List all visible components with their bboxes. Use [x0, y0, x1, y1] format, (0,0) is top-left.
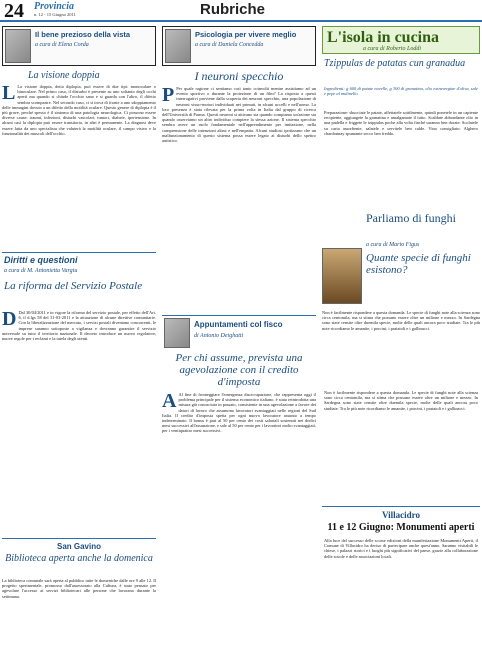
article-text: Per quale ragione ci sentiamo così tanto coinvolti mentre assistiamo ad un evento sportivo o durante la proiezione di un film? La risposta a questi interrogativi proviene dalla scoperta dei neuroni specchio, una popolazione di neuroni visuo-motori individuati nei primati, in alcuni uccelli e nell'uomo. La loro presenza è stata rilevata per la prima volta in Italia dal gruppo di ricerca dell'Università di Parma. Questi neuroni si attivano sia quando compiamo un'azione sia quando osserviamo un altro individuo compiere la stessa azione. Il sistema specchio sembra avere un ruolo fondamentale nell'apprendimento per imitazione, nella comprensione delle intenzioni altrui e nell'empatia. Alcuni studiosi ipotizzano che un malfunzionamento di questo sistema possa essere legato ai disturbi dello spettro autistico. — [162, 86, 316, 144]
article-title: Biblioteca aperta anche la domenica — [5, 553, 153, 564]
rubric-byline: a cura di M. Antonietta Vargiu — [4, 268, 78, 274]
article-body: La biblioteca comunale sarà aperta al pubblico tutte le domeniche dalle ore 9 alle 12. Il progetto sperimentale, promosso dall'assessorato alla Cultura, è stato pensato per agevolare l'accesso ai servizi bibliotecari alle persone che lavorano durante la settimana. — [2, 578, 156, 599]
article-title: La riforma del Servizio Postale — [4, 280, 143, 292]
article-body: A Al fine di fronteggiare l'emergenza disoccupazione, che rappresenta oggi il problema principale per il sistema economico italiano, è stata reintrodotta una misura già conosciuta in passato, consistente in una agevolazione a favore dei datori di lavoro che assumono lavoratori svantaggiati nelle regioni del Sud Italia. Il credito d'imposta spetta per ogni nuovo lavoratore assunto a tempo indeterminato. Il bonus è pari al 50 per cento dei costi salariali sostenuti nei dodici mesi successivi all'assunzione, e sale al 50 per cento per i lavoratori molto svantaggiati, per i ventiquattro mesi successivi. — [162, 392, 316, 434]
divider — [2, 538, 156, 539]
author-photo — [165, 29, 191, 63]
article-title: La visione doppia — [28, 70, 100, 81]
divider — [322, 506, 480, 507]
article-continuation — [324, 390, 478, 500]
page-number: 24 — [4, 0, 24, 22]
article-text: Dal 30/04/2011 e in vigore la riforma del servizio postale, per effetto dell'Art. 6, il d.lgs 58 del 31-03-2011 e la attuazione di alcune direttive comunitarie. Con la liberalizzazione del mercato, i servizi postali diventano concorrenti, le imprese saranno sottoposte a vigilanza e dovranno garantire il servizio universale su tutto il territorio nazionale. Il decreto introduce un nuovo regolatore, nuove regole per i reclami e la tutela degli utenti. — [2, 310, 156, 342]
rubric-kicker: L'isola in cucina — [327, 29, 440, 46]
divider — [162, 315, 316, 316]
rubric-kicker: Appuntamenti col fisco — [194, 320, 283, 329]
recipe-body: Preparazione: sbucciate le patate, affettatele sottilmente, quindi ponetele in un capiente recipiente, aggiungete la granatina e amalgamate il tutto. Scaldate abbondante olio in una padella e friggete le tzippulas poche alla volta finché saranno ben dorate. Scolatele su carta assorbente, salatele e servitele ben calde. Vino consigliato: Alghero chardonnay spumante secco ben freddo. — [324, 110, 478, 136]
article-title: Per chi assume, prevista una agevolazione con il credito d'imposta — [175, 352, 303, 388]
article-body: Alla luce del successo delle scorse edizioni della manifestazione Monumenti Aperti, il Comune di Villacidro ha deciso di partecipare anche quest'anno. Saranno visitabili le chiese, i palazzi storici e i luoghi più significativi del paese, grazie alla collaborazione delle scuole e delle associazioni locali. — [324, 538, 478, 559]
box-byline: a cura di Mario Figus — [366, 242, 420, 248]
article-title: 11 e 12 Giugno: Monumenti aperti — [327, 522, 475, 533]
divider — [2, 252, 156, 253]
cucina-header-box — [322, 26, 480, 54]
rubric-kicker: Psicologia per vivere meglio — [195, 30, 297, 39]
rubric-byline: a cura di Daniela Concedda — [195, 42, 264, 48]
rubric-kicker: Diritti e questioni — [4, 255, 78, 265]
rubric-byline: a cura di Roberto Loddi — [363, 46, 421, 52]
recipe-title: Tzippulas de patatas cun granadua — [324, 58, 466, 69]
author-photo — [164, 318, 190, 348]
box-question: Quante specie di funghi esistono? — [366, 252, 471, 276]
section-title: Rubriche — [200, 1, 266, 18]
rubric-byline: di Antonio Deighatti — [194, 333, 244, 339]
article-title: I neuroni specchio — [194, 69, 284, 83]
psicologia-header-box — [162, 26, 316, 66]
vista-header-box — [2, 26, 156, 66]
article-kicker: San Gavino — [56, 542, 101, 551]
article-body: P Per quale ragione ci sentiamo così tanto coinvolti mentre assistiamo ad un evento sportivo o durante la proiezione di un film? La risposta a questi interrogativi proviene dalla scoperta dei neuroni specchio, una popolazione di neuroni visuo-motori individuati nei primati, in alcuni uccelli e nell'uomo. La loro presenza è stata rilevata per la prima volta in Italia dal gruppo di ricerca dell'Università di Parma. Questi neuroni si attivano sia quando compiamo un'azione sia quando osserviamo un altro individuo compiere la stessa azione. Il sistema specchio sembra avere un ruolo fondamentale nell'apprendimento per imitazione, nella comprensione delle intenzioni altrui e nell'empatia. Alcuni studiosi ipotizzano che un malfunzionamento di questo sistema possa essere legato ai disturbi dello spettro autistico. — [162, 86, 316, 144]
rubric-byline: a cura di Elena Corda — [35, 42, 89, 48]
funghi-box — [322, 210, 480, 386]
article-text: La visione doppia, detta diplopia, può essere di due tipi: monoculare o binoculare. Nel primo caso, il disturbo è presente su uno soltanto degli occhi aperti ma quando si chiude l'occhio sano e si guarda con l'altro, il difetto sembra scomparire. Nel secondo caso, ci si trova di fronte a uno sdoppiamento delle immagini dovuto a un difetto della motilità oculare. Questo genere di diplopia è il più grave, perché spesso è il sintomo di una patologia neurologica. Ci possono essere diverse cause: traumi, infezioni, disturbi vascolari, tumori, diabete, ipertensione. In alcuni casi la diplopia può essere transitoria, in altri è permanente. La diagnosi deve essere fatta da uno specialista che valuterà la motilità oculare, il campo visivo e la funzionalità dei muscoli dell'occhio. — [2, 84, 156, 136]
article-text: Non è facilmente rispondere a questa domanda. Le specie di funghi note alla scienza sono circa centomila, ma si stima che possano essere oltre un milione e mezzo. In Sardegna sono state censite oltre duemila specie, molte delle quali ancora poco studiate. Tra le più note ricordiamo le amanite, i porcini, i prataioli e i gallinacci. — [324, 390, 478, 411]
box-body: Non è facilmente rispondere a questa domanda. Le specie di funghi note alla scienza sono circa centomila, ma si stima che possano essere oltre un milione e mezzo. In Sardegna sono state censite oltre duemila specie, molte delle quali ancora poco studiate. Tra le più note ricordiamo le amanite, i porcini, i prataioli e i gallinacci. — [322, 310, 480, 331]
article-kicker: Villacidro — [382, 510, 420, 520]
article-text: Al fine di fronteggiare l'emergenza disoccupazione, che rappresenta oggi il problema principale per il sistema economico italiano, è stata reintrodotta una misura già conosciuta in passato, consistente in una agevolazione a favore dei datori di lavoro che assumono lavoratori svantaggiati nelle regioni del Sud Italia. Il credito d'imposta spetta per ogni nuovo lavoratore assunto a tempo indeterminato. Il bonus è pari al 50 per cento dei costi salariali sostenuti nei dodici mesi successivi all'assunzione, e sale al 50 per cento per i lavoratori molto svantaggiati, per i ventiquattro mesi successivi. — [162, 392, 316, 434]
article-body: D Dal 30/04/2011 e in vigore la riforma del servizio postale, per effetto dell'Art. 6, il d.lgs 58 del 31-03-2011 e la attuazione di alcune direttive comunitarie. Con la liberalizzazione del mercato, i servizi postali diventano concorrenti, le imprese saranno sottoposte a vigilanza e dovranno garantire il servizio universale su tutto il territorio nazionale. Il decreto introduce un nuovo regolatore, nuove regole per i reclami e la tutela degli utenti. — [2, 310, 156, 342]
article-body: L La visione doppia, detta diplopia, può essere di due tipi: monoculare o binoculare. Nel primo caso, il disturbo è presente su uno soltanto degli occhi aperti ma quando si chiude l'occhio sano e si guarda con l'altro, il difetto sembra scomparire. Nel secondo caso, ci si trova di fronte a uno sdoppiamento delle immagini dovuto a un difetto della motilità oculare. Questo genere di diplopia è il più grave, perché spesso è il sintomo di una patologia neurologica. Ci possono essere diverse cause: traumi, infezioni, disturbi vascolari, tumori, diabete, ipertensione. In alcuni casi la diplopia può essere transitoria, in altri è permanente. La diagnosi deve essere fatta da uno specialista che valuterà la motilità oculare, il campo visivo e la funzionalità dei muscoli dell'occhio. — [2, 84, 156, 136]
author-photo — [5, 29, 31, 63]
issue-dateline: n. 12 - 15 Giugno 2011 — [34, 12, 76, 17]
recipe-ingredients: Ingredienti: g 600 di patate novelle, g 300 di granatina, olio extravergine d'oliva, sale e pepe al mulinello. — [324, 86, 478, 97]
box-title: Parliamo di funghi — [366, 211, 456, 225]
rubric-kicker: Il bene prezioso della vista — [35, 30, 131, 39]
brand-logo: Provincia — [34, 1, 74, 12]
mushroom-photo — [322, 248, 362, 304]
